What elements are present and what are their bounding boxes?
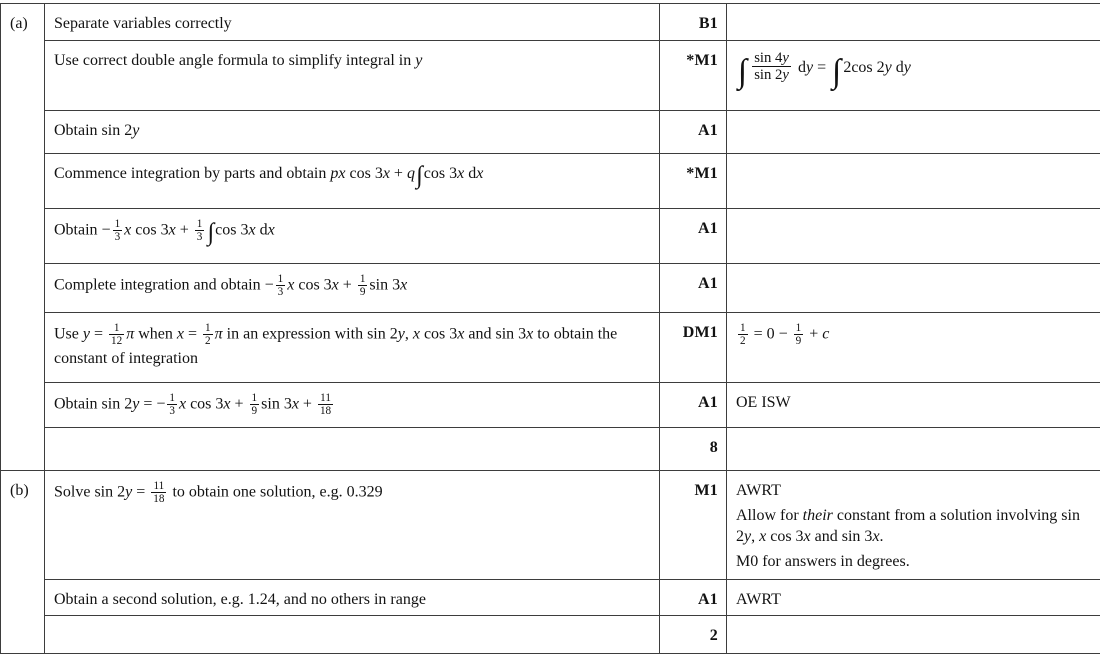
table-row — [1, 154, 1100, 209]
guidance-cell: ∫ $\frac{\sin 4y}{\sin 2y}$ dy = ∫ 2cos 2y dy — [727, 41, 1100, 111]
mark-code: DM1 — [660, 313, 727, 383]
criterion-cell — [45, 615, 660, 653]
criterion-cell: Complete integration and obtain − $\frac{1}{3}$ x cos 3x + $\frac{1}{9}$ sin 3x — [45, 264, 660, 313]
guidance-cell — [727, 111, 1100, 154]
part-total: 2 — [660, 615, 727, 653]
part-label-b: (b) — [1, 471, 45, 654]
table-row — [1, 383, 1100, 428]
criterion-cell — [45, 428, 660, 471]
guidance-cell — [727, 4, 1100, 41]
mark-code: A1 — [660, 383, 727, 428]
criterion-cell: Obtain sin 2y = − $\frac{1}{3}$ x cos 3x + $\frac{1}{9}$ sin 3x + $\frac{11}{18}$ — [45, 383, 660, 428]
table-row — [1, 111, 1100, 154]
guidance-cell: AWRT — [727, 580, 1100, 616]
guidance-cell: OE ISW — [727, 383, 1100, 428]
guidance-cell: AWRT Allow for their constant from a solution involving sin 2y, x cos 3x and sin 3x. M0 for answers in degrees. — [727, 471, 1100, 580]
table-row — [1, 264, 1100, 313]
criterion-cell: Obtain − $\frac{1}{3}$ x cos 3x + $\frac{1}{3}$ ∫cos 3x dx — [45, 209, 660, 264]
criterion-cell: Obtain sin 2y — [45, 111, 660, 154]
mark-code: *M1 — [660, 41, 727, 111]
criterion-cell: Solve sin 2y = $\frac{11}{18}$ to obtain one solution, e.g. 0.329 — [45, 471, 660, 580]
mark-code: M1 — [660, 471, 727, 580]
part-label-a: (a) — [1, 4, 45, 471]
criterion-cell: Separate variables correctly — [45, 4, 660, 41]
table-row — [1, 313, 1100, 383]
criterion-cell: Use correct double angle formula to simplify integral in y — [45, 41, 660, 111]
mark-code: *M1 — [660, 154, 727, 209]
table-row — [1, 41, 1100, 111]
table-row — [1, 615, 1100, 653]
criterion-cell: Use y = $\frac{1}{12}$ π when x = $\frac{1}{2}$ π in an expression with sin 2y, x cos 3x and sin 3x to obtain the constant of integration — [45, 313, 660, 383]
guidance-cell — [727, 428, 1100, 471]
mark-code: A1 — [660, 264, 727, 313]
mark-code: A1 — [660, 111, 727, 154]
guidance-cell — [727, 615, 1100, 653]
table-row — [1, 4, 1100, 41]
table-row — [1, 209, 1100, 264]
guidance-cell — [727, 264, 1100, 313]
guidance-cell — [727, 209, 1100, 264]
criterion-cell: Obtain a second solution, e.g. 1.24, and no others in range — [45, 580, 660, 616]
mark-code: A1 — [660, 209, 727, 264]
table-row — [1, 580, 1100, 616]
mark-scheme-table — [0, 3, 1100, 654]
mark-code: A1 — [660, 580, 727, 616]
criterion-cell: Commence integration by parts and obtain px cos 3x + q∫cos 3x dx — [45, 154, 660, 209]
guidance-cell — [727, 154, 1100, 209]
table-row — [1, 428, 1100, 471]
mark-code: B1 — [660, 4, 727, 41]
table-row — [1, 471, 1100, 580]
part-total: 8 — [660, 428, 727, 471]
guidance-cell: $\frac{1}{2}$ = 0 − $\frac{1}{9}$ + c — [727, 313, 1100, 383]
